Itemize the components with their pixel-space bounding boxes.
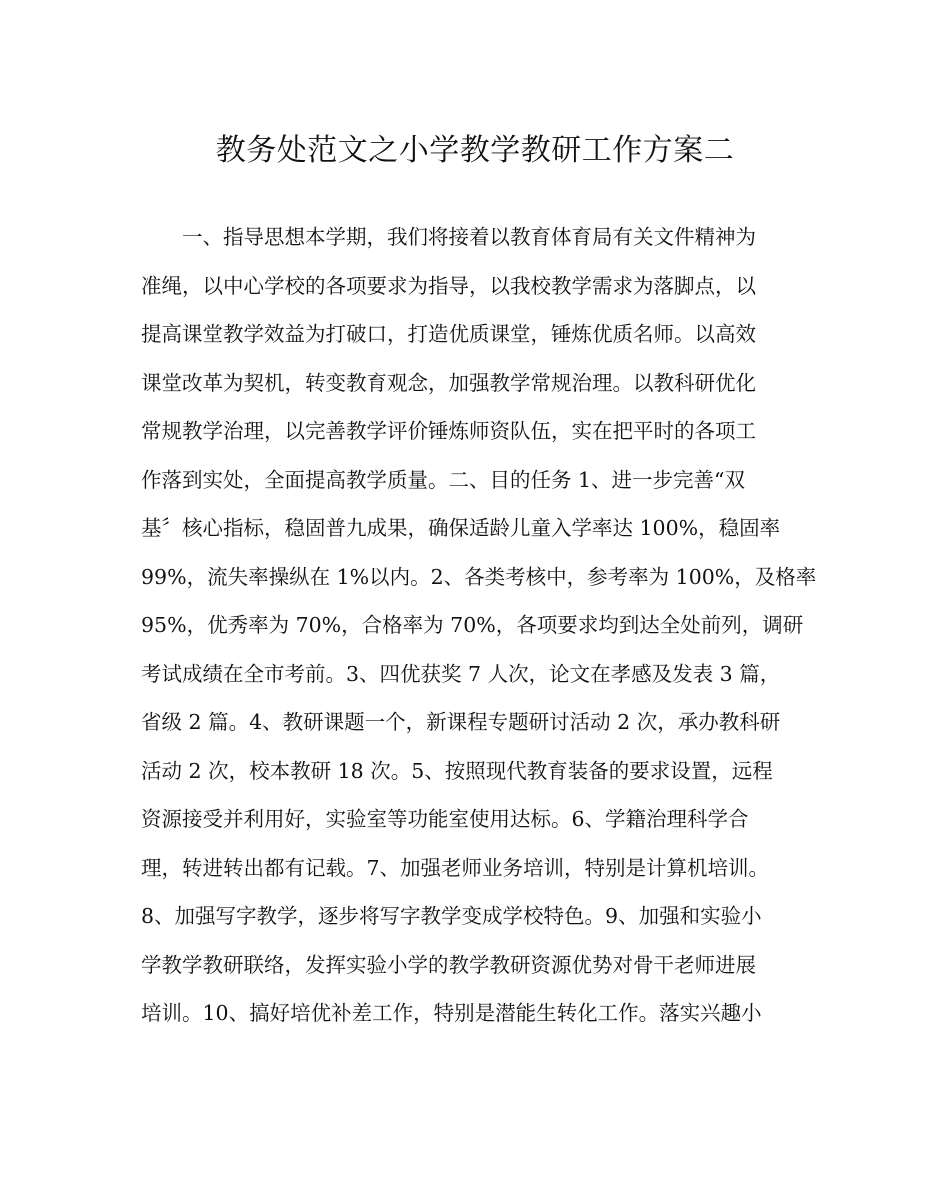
- body-line: 培训。10、搞好培优补差工作，特别是潜能生转化工作。落实兴趣小: [141, 1001, 762, 1025]
- body-line: 常规教学治理，以完善教学评价锤炼师资队伍，实在把平时的各项工: [141, 419, 756, 443]
- body-line: 8、加强写字教学，逐步将写字教学变成学校特色。9、加强和实验小: [141, 904, 762, 928]
- body-line: 一、指导思想本学期，我们将接着以教育体育局有关文件精神为: [141, 225, 756, 249]
- body-line: 95%，优秀率为 70%，合格率为 70%，各项要求均到达全处前列，调研: [141, 613, 804, 637]
- body-line: 作落到实处，全面提高教学质量。二、目的任务 1、进一步完善“双: [141, 467, 746, 492]
- document-title: 教务处范文之小学教学教研工作方案二: [215, 133, 735, 168]
- body-line: 99%，流失率操纵在 1%以内。2、各类考核中，参考率为 100%，及格率: [141, 564, 817, 589]
- body-line: 提高课堂教学效益为打破口，打造优质课堂，锤炼优质名师。以高效: [141, 322, 756, 346]
- body-line: 资源接受并利用好，实验室等功能室使用达标。6、学籍治理科学合: [141, 807, 749, 831]
- body-line: 准绳，以中心学校的各项要求为指导，以我校教学需求为落脚点，以: [141, 273, 756, 298]
- body-line: 考试成绩在全市考前。3、四优获奖 7 人次，论文在孝感及发表 3 篇，: [141, 661, 781, 686]
- body-line: 省级 2 篇。4、教研课题一个，新课程专题研讨活动 2 次，承办教科研: [141, 710, 781, 734]
- body-line: 学教学教研联络，发挥实验小学的教学教研资源优势对骨干老师进展: [141, 952, 756, 977]
- body-line: 活动 2 次，校本教研 18 次。5、按照现代教育装备的要求设置，远程: [141, 758, 773, 783]
- document-body: [141, 213, 817, 1038]
- body-line: 课堂改革为契机，转变教育观念，加强教学常规治理。以教科研优化: [141, 370, 756, 395]
- body-line: 基〞核心指标，稳固普九成果，确保适龄儿童入学率达 100%，稳固率: [141, 516, 781, 540]
- body-line: 理，转进转出都有记载。7、加强老师业务培训，特别是计算机培训。: [141, 855, 770, 880]
